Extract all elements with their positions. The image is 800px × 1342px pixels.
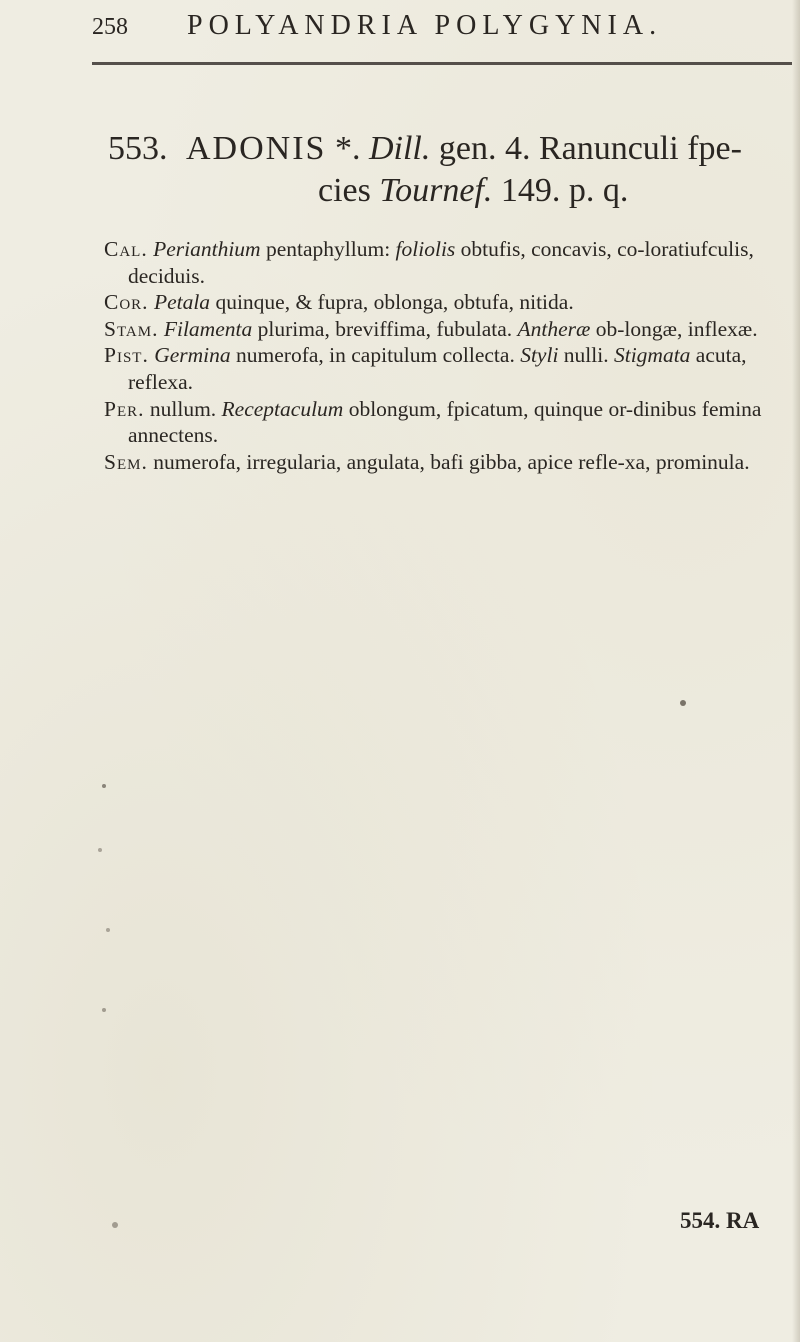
italic-term: Stigmata <box>613 343 691 368</box>
paragraph-label: Stam. <box>104 316 159 341</box>
italic-term: foliolis <box>395 237 456 261</box>
italic-term: Receptaculum <box>221 396 344 421</box>
running-title: POLYANDRIA POLYGYNIA. <box>187 10 663 41</box>
genus-name: ADONIS <box>186 130 327 167</box>
reference-text: gen. 4. Ranunculi fpe- <box>438 130 742 167</box>
text-segment: quinque, & fupra, oblonga, obtufa, nitida. <box>210 290 574 315</box>
italic-term: Germina <box>154 343 231 368</box>
paragraph-label: Cor. <box>104 290 149 315</box>
text-segment: ob-longæ, inflexæ. <box>590 316 758 341</box>
text-segment: numerofa, irregularia, angulata, bafi gibba, apice refle-xa, prominula. <box>153 449 750 474</box>
text-segment: nullum. <box>149 396 222 421</box>
reference-prefix: cies <box>318 172 371 209</box>
reference-author-2: Tournef. <box>379 172 493 209</box>
reference-pages: 149. p. q. <box>500 172 629 209</box>
italic-term: Antheræ <box>517 316 591 341</box>
page-edge-shadow <box>792 0 800 1342</box>
italic-term: Styli <box>520 343 559 368</box>
paragraph-label: Per. <box>104 396 145 421</box>
paragraph-label: Pist. <box>104 343 149 368</box>
reference-author: Dill. <box>368 130 431 167</box>
text-segment: acuta, reflexa. <box>128 343 747 394</box>
paragraph-label: Cal. <box>104 237 148 261</box>
asterisk-mark: *. <box>334 130 361 167</box>
paragraph-label: Sem. <box>104 449 148 474</box>
page-number: 258 <box>92 14 128 40</box>
text-segment: nulli. <box>558 343 614 368</box>
text-segment: oblongum, fpicatum, quinque or-dinibus femina annectens. <box>128 396 762 448</box>
italic-term: Petala <box>153 290 211 315</box>
italic-term: Filamenta <box>163 316 253 341</box>
text-segment: obtufis, concavis, co-loratiufculis, deciduis. <box>128 237 754 288</box>
italic-term: Perianthium <box>153 237 261 261</box>
catchword: 554. RA <box>680 1208 760 1233</box>
text-segment: numerofa, in capitulum collecta. <box>230 343 521 368</box>
entry-number: 553. <box>108 130 168 167</box>
text-segment: pentaphyllum: <box>260 237 396 261</box>
text-segment: plurima, breviffima, fubulata. <box>252 316 518 341</box>
